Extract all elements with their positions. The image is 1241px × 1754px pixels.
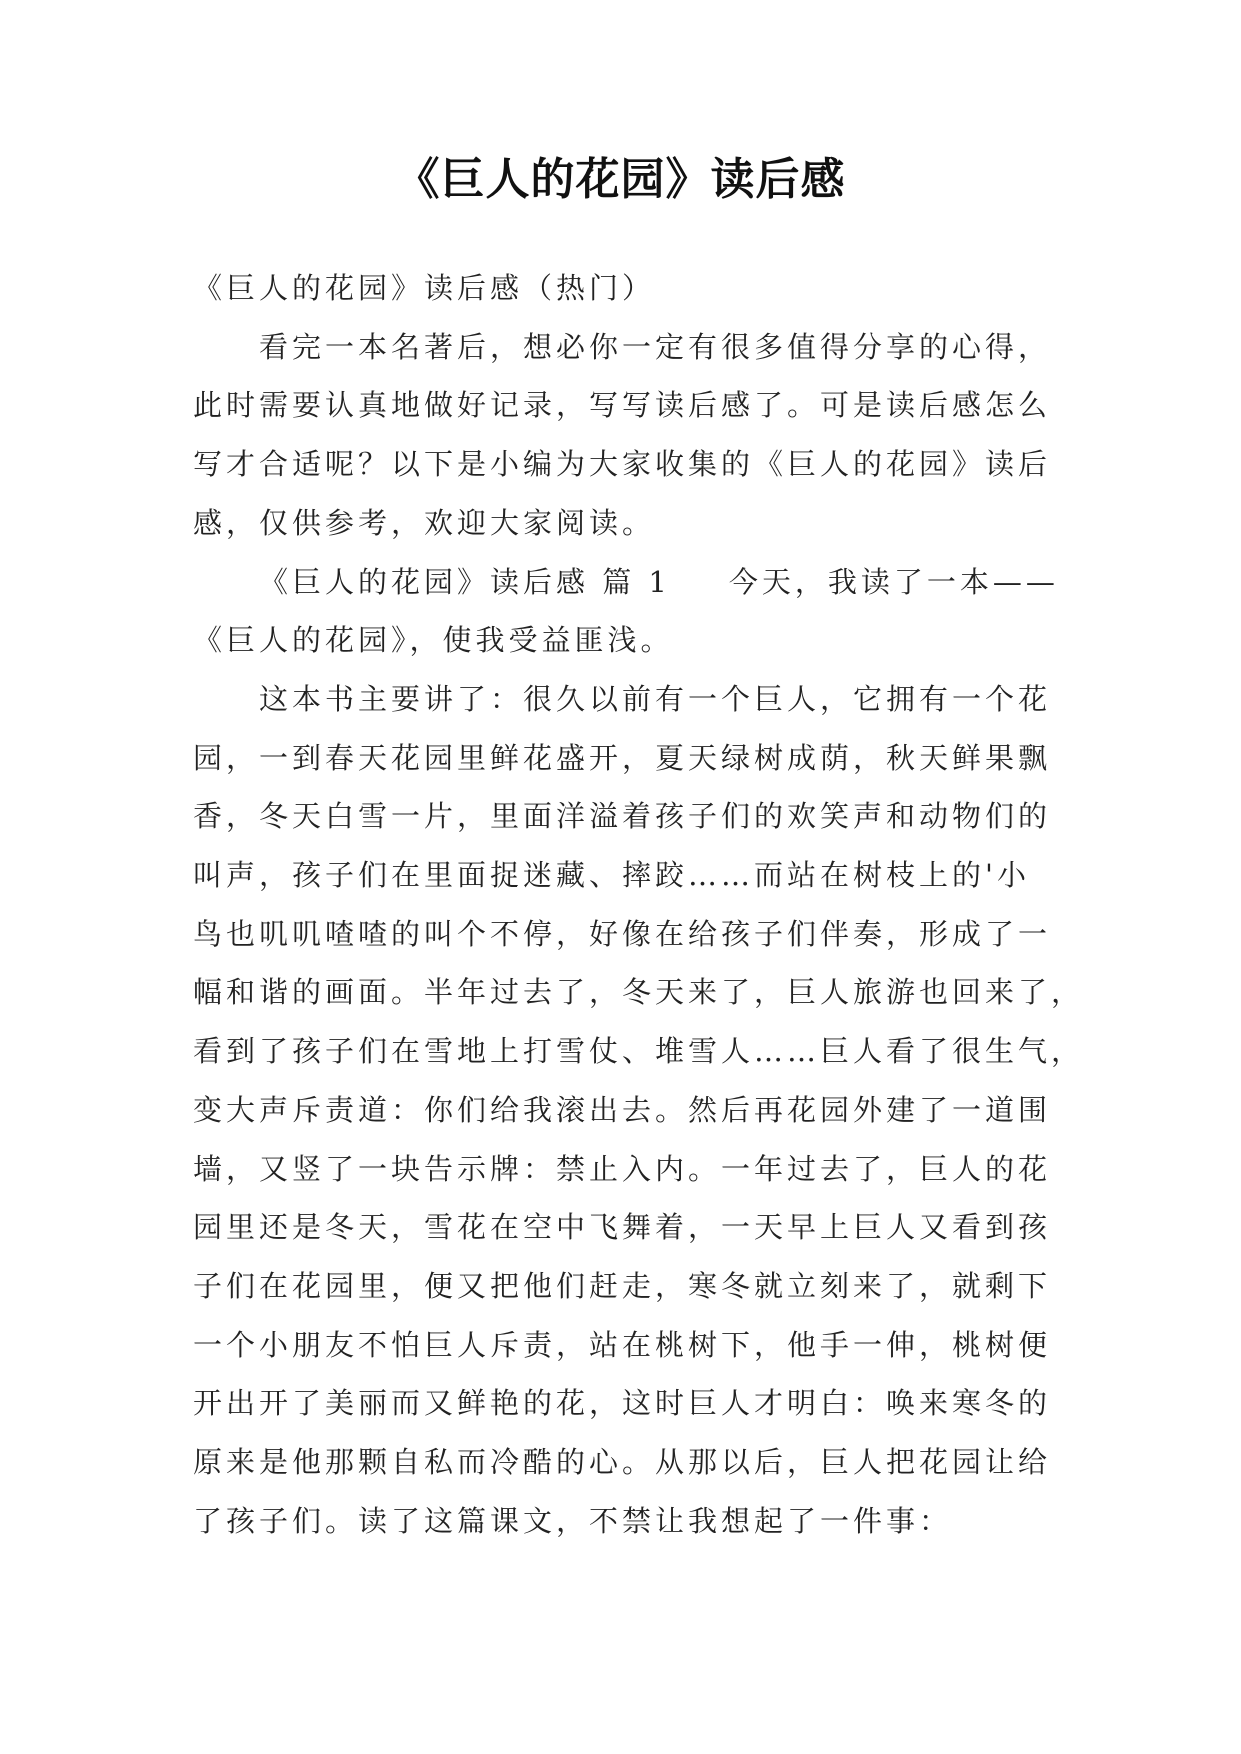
paragraph-line: 感，仅供参考，欢迎大家阅读。 [193,505,656,540]
paragraph-line: 墙，又竖了一块告示牌：禁止入内。一年过去了，巨人的花 [193,1151,1052,1186]
paragraph-line: 原来是他那颗自私而冷酷的心。从那以后，巨人把花园让给 [193,1445,1052,1480]
paragraph-line: 香，冬天白雪一片，里面洋溢着孩子们的欢笑声和动物们的 [193,799,1052,834]
paragraph-line: 《巨人的花园》，使我受益匪浅。 [193,623,674,658]
paragraph-line: 这本书主要讲了：很久以前有一个巨人，它拥有一个花 [259,681,1052,716]
paragraph-line: 鸟也叽叽喳喳的叫个不停，好像在给孩子们伴奏，形成了一 [193,916,1052,951]
paragraph-line: 开出开了美丽而又鲜艳的花，这时巨人才明白：唤来寒冬的 [193,1386,1052,1421]
paragraph-line: 此时需要认真地做好记录，写写读后感了。可是读后感怎么 [193,388,1052,423]
paragraph-line: 写才合适呢？以下是小编为大家收集的《巨人的花园》读后 [193,447,1052,482]
paragraph-line: 幅和谐的画面。半年过去了，冬天来了，巨人旅游也回来了， [193,975,1085,1010]
section-heading: 《巨人的花园》读后感 篇 1 [259,564,671,599]
paragraph-line: 园，一到春天花园里鲜花盛开，夏天绿树成荫，秋天鲜果飘 [193,740,1052,775]
paragraph-line: 子们在花园里，便又把他们赶走，寒冬就立刻来了，就剩下 [193,1268,1052,1303]
subtitle-line: 《巨人的花园》读后感（热门） [193,271,656,305]
paragraph-line: 了孩子们。读了这篇课文，不禁让我想起了一件事： [193,1503,953,1538]
paragraph-text: 今天，我读了一本—— [728,564,1059,599]
paragraph-line: 一个小朋友不怕巨人斥责，站在桃树下，他手一伸，桃树便 [193,1327,1052,1362]
paragraph-line: 园里还是冬天，雪花在空中飞舞着，一天早上巨人又看到孩 [193,1210,1052,1245]
paragraph-line: 变大声斥责道：你们给我滚出去。然后再花园外建了一道围 [193,1092,1052,1127]
document-body [193,259,1085,1550]
paragraph-line: 叫声，孩子们在里面捉迷藏、摔跤……而站在树枝上的'小 [193,858,1030,893]
document-title: 《巨人的花园》读后感 [395,154,846,205]
section-heading-line [193,553,1059,612]
paragraph-line: 看到了孩子们在雪地上打雪仗、堆雪人……巨人看了很生气， [193,1034,1085,1069]
paragraph-line: 看完一本名著后，想必你一定有很多值得分享的心得， [259,329,1052,364]
